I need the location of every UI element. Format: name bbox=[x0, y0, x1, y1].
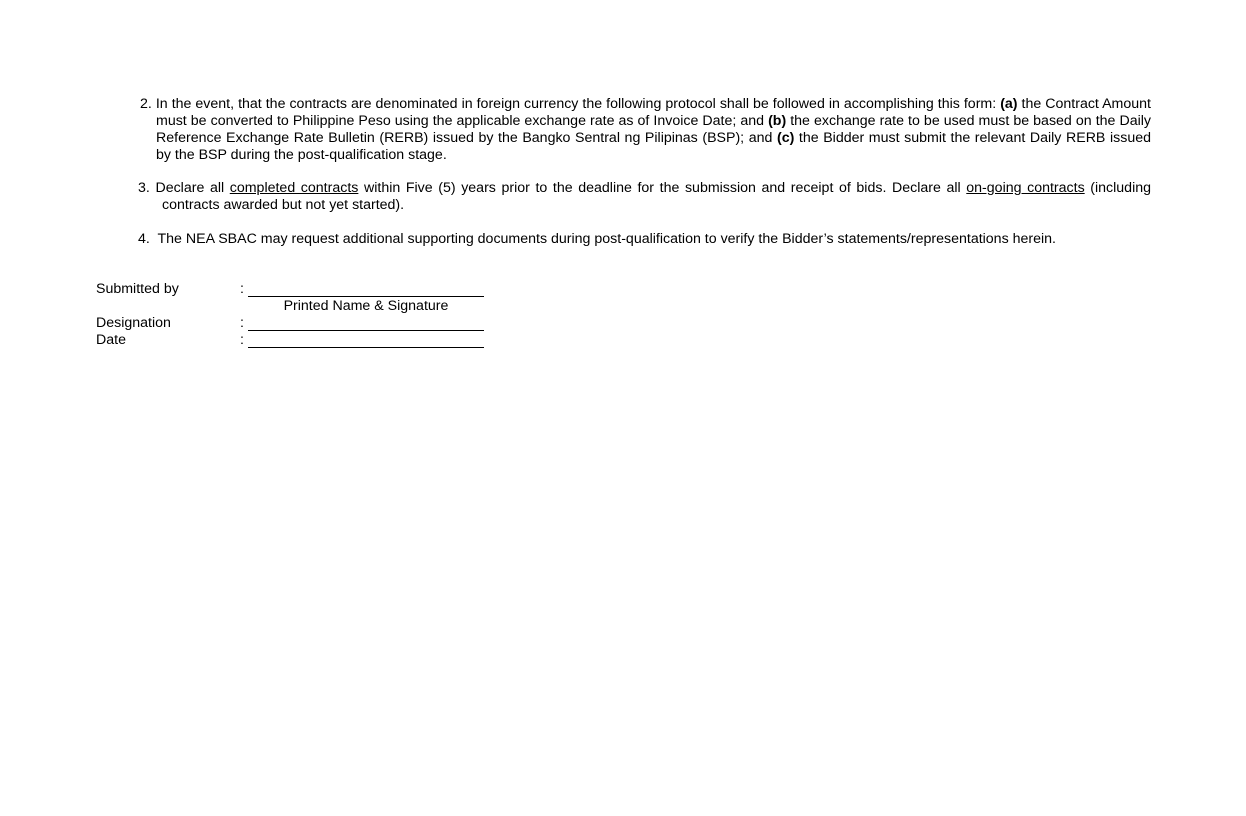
note-2-part-2: the Contract Amount must be converted to Philippine Peso using the applicable exchange rate as of Invoice Date; and bbox=[156, 96, 1151, 129]
note-2-number: 2. bbox=[140, 96, 152, 112]
note-2-part-1: In the event, that the contracts are denominated in foreign currency the following protocol shall be followed in accomplishing this form: bbox=[155, 96, 1001, 112]
submitted-by-label: Submitted by bbox=[96, 281, 179, 297]
note-2 bbox=[140, 96, 1151, 164]
date-label: Date bbox=[96, 332, 126, 348]
note-2-part-4: the Bidder must submit the relevant Daily RERB issued by the BSP during the post-qualification stage. bbox=[156, 130, 1151, 163]
note-3-text bbox=[138, 180, 1151, 214]
note-4-text: The NEA SBAC may request additional supporting documents during post-qualification to verify the Bidder’s statements/representations herein. bbox=[157, 231, 1056, 247]
printed-name-caption: Printed Name & Signature bbox=[283, 298, 449, 314]
designation-label: Designation bbox=[96, 315, 171, 331]
note-2-bold-a: (a) bbox=[1000, 96, 1018, 112]
note-3-underline-completed: completed contracts bbox=[229, 180, 359, 196]
date-colon: : bbox=[240, 332, 244, 348]
note-2-bold-c: (c) bbox=[776, 130, 795, 146]
note-3-part-1: Declare all bbox=[155, 180, 230, 196]
designation-line[interactable] bbox=[248, 330, 484, 331]
note-4-number: 4. bbox=[138, 231, 150, 247]
note-2-part-3: the exchange rate to be used must be based on the Daily Reference Exchange Rate Bulletin (RERB) issued by the Bangko Sentral ng Pilipinas (BSP); and bbox=[156, 113, 1151, 146]
note-3-underline-ongoing: on-going contracts bbox=[966, 180, 1085, 196]
submitted-by-colon: : bbox=[240, 281, 244, 297]
note-4 bbox=[138, 231, 1151, 248]
note-3-part-2: within Five (5) years prior to the deadline for the submission and receipt of bids. Declare all bbox=[358, 180, 967, 196]
note-2-bold-b: (b) bbox=[768, 113, 787, 129]
note-3-part-3: (including contracts awarded but not yet started). bbox=[162, 180, 1151, 213]
date-line[interactable] bbox=[248, 347, 484, 348]
designation-colon: : bbox=[240, 315, 244, 331]
note-3-number: 3. bbox=[138, 180, 150, 196]
submitted-by-line[interactable] bbox=[248, 296, 484, 297]
note-2-text bbox=[140, 96, 1151, 164]
note-3 bbox=[138, 180, 1151, 214]
